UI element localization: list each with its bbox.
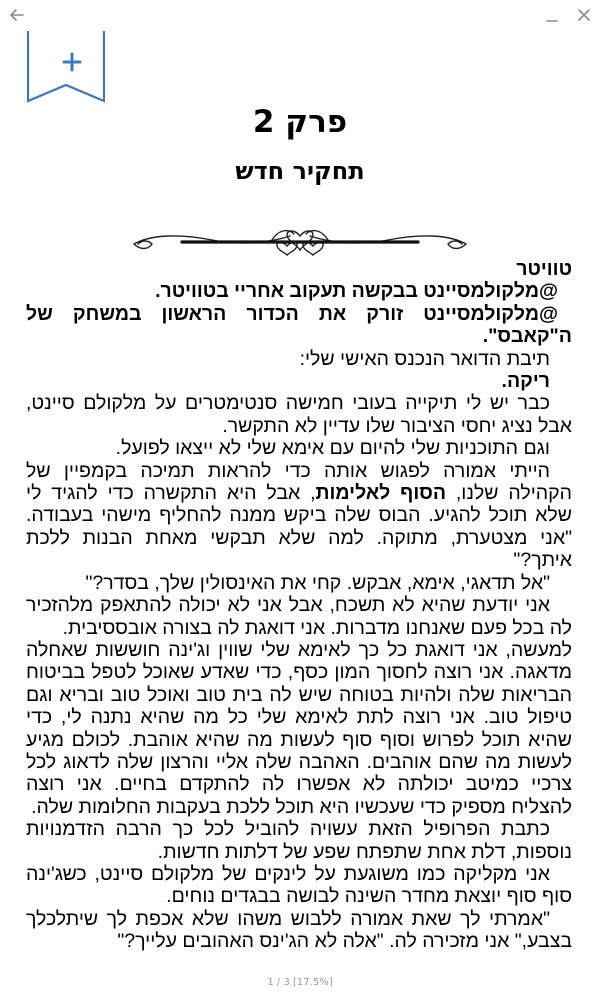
- paragraph: "אמרתי לך שאת אמורה ללבוש משהו שלא אכפת לך שיתלכלך בצבע," אני מזכירה לה. "אלה לא הג'ינס האהובים עלייך?": [26, 907, 572, 953]
- paragraph: וגם התוכניות שלי להיום עם אימא שלי לא ייצאו לפועל.: [115, 437, 550, 460]
- decorative-divider-icon: [122, 220, 478, 262]
- chapter-number: פרק 2: [252, 104, 348, 140]
- paragraph: אני מקליקה כמו משוגעת על לינקים של מלקולם סיינט, כשג'ינה סוף סוף יוצאת מחדר השינה לבושה בבגדים נוחים.: [26, 862, 572, 908]
- paragraph: כבר יש לי תיקייה בעובי חמישה סנטימטרים על מלקולם סיינט, אבל נציג יחסי הציבור שלו עדיין לא התקשר.: [26, 392, 572, 437]
- paragraph: "אל תדאגי, אימא, אבקש. קחי את האינסולין שלך, בסדר?": [85, 571, 550, 594]
- paragraph-twitter-heading: טוויטר: [516, 258, 572, 280]
- campaign-name: הסוף לאלימות: [315, 482, 446, 505]
- paragraph-inbox-label: תיבת הדואר הנכנס האישי שלי:: [299, 347, 550, 370]
- paragraph-text: , אבל היא התקשרה כדי להגיד לי שלא תוכל להגיע. הבוס שלה ביקש ממנה להחליף מישהי בעבודה. "אני מצטערת, מתוקה. למה שלא תבקשי מאחת הבנות ללכת איתך?": [26, 482, 572, 572]
- chapter-text: [26, 258, 572, 978]
- paragraph: כתבת הפרופיל הזאת עשויה להוביל לכל כך הרבה הזדמנויות נוספות, דלת אחת שתפתח שפע של דלתות חדשות.: [26, 818, 572, 863]
- paragraph-inbox-empty: ריקה.: [501, 370, 550, 393]
- paragraph: [26, 460, 572, 572]
- paragraph-text: הייתי אמורה לפגוש אותה כדי להראות תמיכה בקמפיין של הקהילה שלנו,: [26, 459, 572, 505]
- paragraph: למעשה, אני דואגת כל כך לאימא שלי שווין וג'ינה חוששות שאחלה מדאגה. אני רוצה לחסוך המון כסף, כדי שאדע שאוכל לטפל בביטוח הבריאות שלה ולהיות בטוחה שיש לה בית טוב ואוכל טוב ובריא וגם טיפול טוב. אני רוצה לתת לאימא שלי כל מה שהיא נתנה לי, כדי שהיא תוכל לפרוש וסוף סוף לעשות מה שהיא אוהבת. לכולם מגיע לעשות מה שהם אוהבים. האהבה שלה אליי והרצון שלה לדאוג לכל צרכיי כמיטב יכולתה לא אפשרו לה להתקדם בחיים. אני רוצה להצליח מספיק כדי שעכשיו היא תוכל ללכת בעקבות החלומות שלה.: [26, 638, 572, 818]
- paragraph: אני יודעת שהיא לא תשכח, אבל אני לא יכולה להתאפק מלהזכיר לה בכל פעם שאנחנו מדברות. אני דואגת לה בצורה אובססיבית.: [26, 594, 572, 639]
- paragraph-tweet-2: @מלקולמסיינט זורק את הכדור הראשון במשחק של ה"קאבס".: [26, 302, 572, 348]
- paragraph-tweet-1: @מלקולמסיינט בבקשה תעקוב אחריי בטוויטר.: [155, 280, 558, 303]
- chapter-title: תחקיר חדש: [235, 157, 365, 185]
- page-progress: 1 / 3 [17.5%]: [267, 977, 333, 988]
